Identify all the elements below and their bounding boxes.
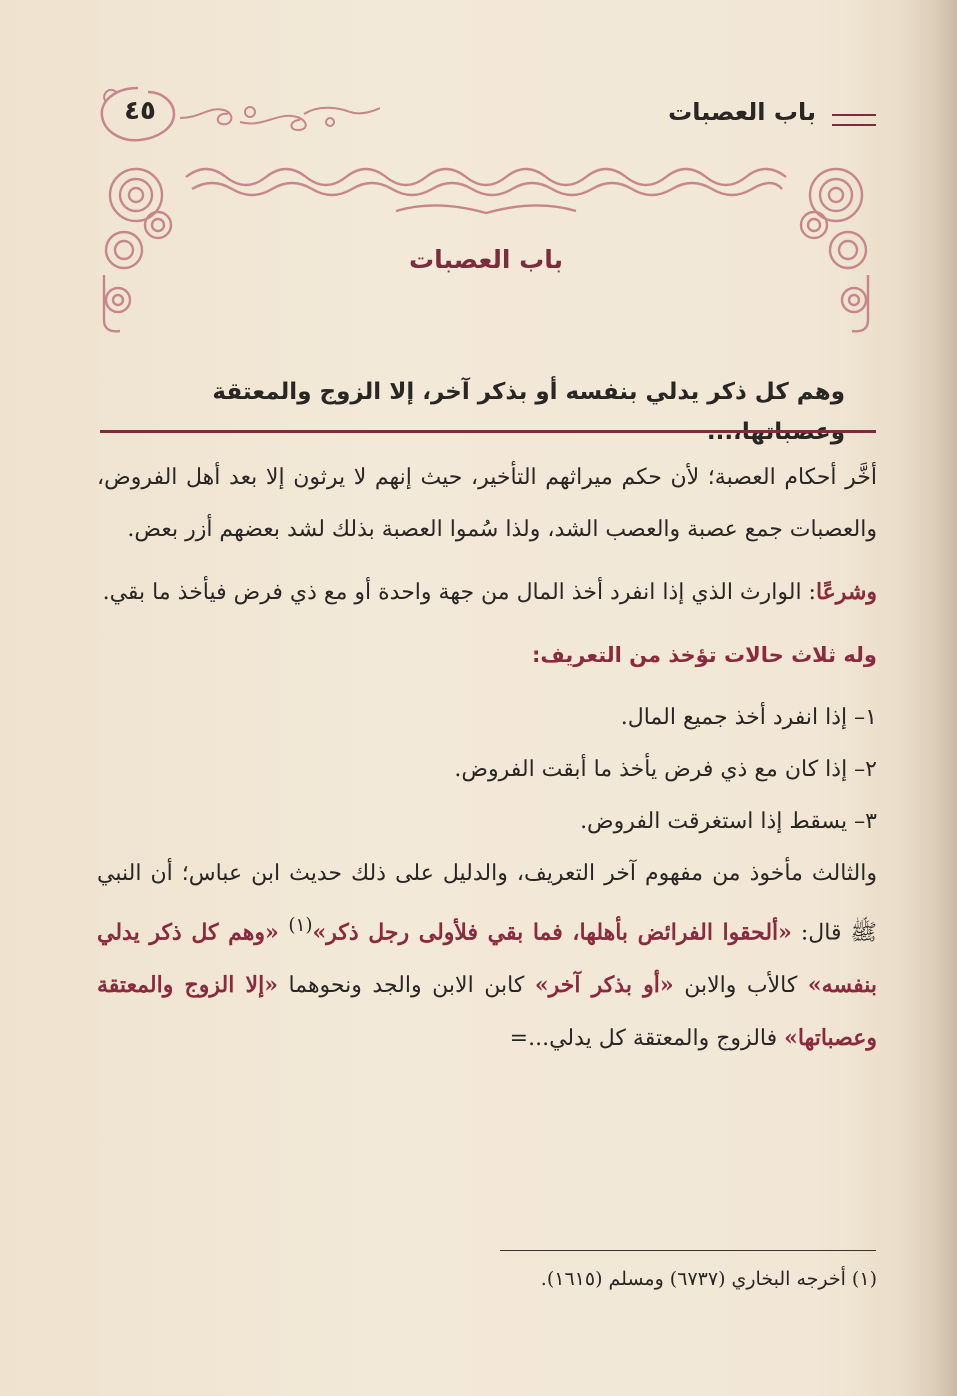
list-item: ٢– إذا كان مع ذي فرض يأخذ ما أبقت الفروض.	[454, 757, 877, 782]
legal-definition-text: : الوارث الذي إذا انفرد أخذ المال من جهة واحدة أو مع ذي فرض فيأخذ ما بقي.	[102, 580, 816, 605]
list-item: ٣– يسقط إذا استغرقت الفروض.	[580, 809, 877, 834]
running-header	[96, 92, 876, 152]
chapter-title: باب العصبات	[408, 245, 564, 274]
subheading-text: وله ثلاث حالات تؤخذ من التعريف:	[531, 643, 877, 667]
header-double-rule	[832, 114, 876, 126]
matn-text: وهم كل ذكر يدلي بنفسه أو بذكر آخر، إلا الزوج والمعتقة وعصباتها،...	[212, 379, 845, 445]
footnote-divider	[500, 1250, 876, 1251]
footnote: (١) أخرجه البخاري (٦٧٣٧) ومسلم (١٦١٥).	[540, 1268, 877, 1290]
evidence-intro: والثالث مأخوذ من مفهوم آخر التعريف، والدليل على ذلك حديث ابن عباس؛ أن النبي ﷺ قال:	[97, 861, 877, 946]
matn-divider	[100, 430, 876, 433]
commentary	[97, 452, 877, 1075]
matn-quote-3: «إلا الزوج والمعتقة وعصباتها»	[97, 972, 877, 1052]
page-number: ٤٥	[124, 96, 156, 126]
evidence-text-d: فالزوج والمعتقة كل يدلي...=	[509, 1026, 785, 1052]
footnote-marker: (١)	[288, 915, 313, 936]
states-subheading	[97, 629, 877, 682]
chapter-title-frame	[96, 155, 876, 335]
evidence-text-b: كالأب والابن	[673, 973, 808, 999]
header-vine-ornament-icon	[180, 92, 380, 142]
list-item: ١– إذا انفرد أخذ جميع المال.	[620, 705, 877, 730]
running-title: باب العصبات	[668, 98, 816, 126]
paragraph-evidence	[97, 848, 877, 1065]
page-spine-shadow	[897, 0, 957, 1396]
term-legal-lead: وشرعًا	[815, 579, 877, 605]
matn-quote-1: «وهم كل ذكر يدلي بنفسه»	[97, 919, 877, 999]
hadith-quote: «ألحقوا الفرائض بأهلها، فما بقي فلأولى رجل ذكر»	[312, 919, 792, 946]
paragraph-definition-legal	[97, 566, 877, 619]
page-number-ornament	[96, 84, 180, 146]
matn-quote-2: «أو بذكر آخر»	[534, 972, 674, 999]
evidence-text-c: كابن الابن والجد ونحوهما	[277, 973, 535, 999]
paragraph-definition-lexical: أخَّر أحكام العصبة؛ لأن حكم ميراثهم التأخير، حيث إنهم لا يرثون إلا بعد أهل الفروض، والعصبات جمع عصبة والعصب الشد، ولذا سُموا العصبة بذلك لشد بعضهم أزر بعض.	[97, 465, 877, 542]
